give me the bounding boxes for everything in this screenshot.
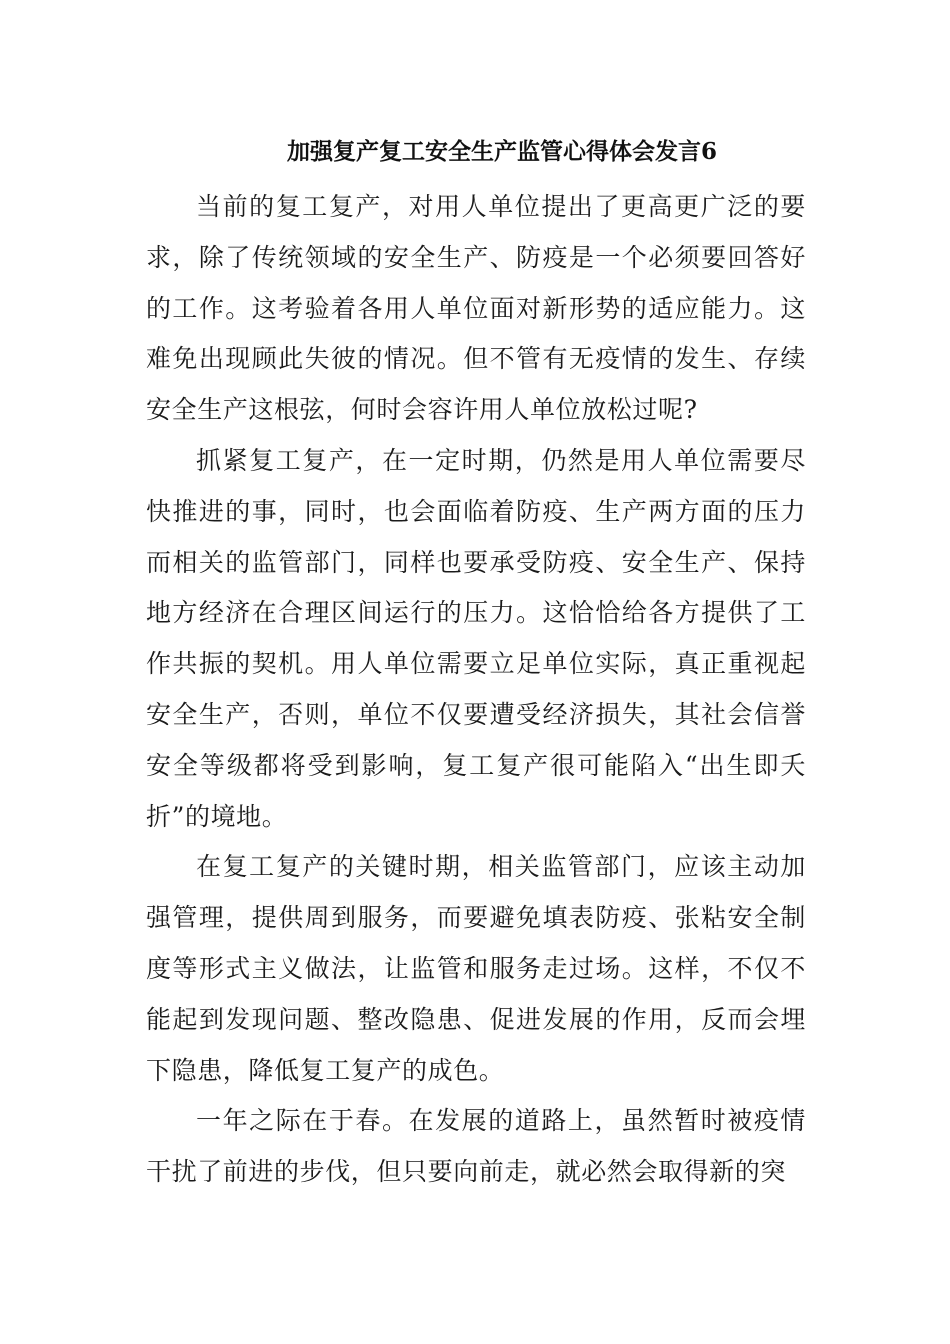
document-body	[146, 182, 806, 1198]
paragraph-1: 当前的复工复产，对用人单位提出了更高更广泛的要求，除了传统领域的安全生产、防疫是一个必须要回答好的工作。这考验着各用人单位面对新形势的适应能力。这难免出现顾此失彼的情况。但不管有无疫情的发生、存续安全生产这根弦，何时会容许用人单位放松过呢?	[146, 192, 806, 425]
paragraph-3: 在复工复产的关键时期，相关监管部门，应该主动加强管理，提供周到服务，而要避免填表防疫、张粘安全制度等形式主义做法，让监管和服务走过场。这样，不仅不能起到发现问题、整改隐患、促进发展的作用，反而会埋下隐患，降低复工复产的成色。	[146, 852, 806, 1085]
paragraph-2: 抓紧复工复产，在一定时期，仍然是用人单位需要尽快推进的事，同时，也会面临着防疫、生产两方面的压力而相关的监管部门，同样也要承受防疫、安全生产、保持地方经济在合理区间运行的压力。这恰恰给各方提供了工作共振的契机。用人单位需要立足单位实际，真正重视起安全生产，否则，单位不仅要遭受经济损失，其社会信誉安全等级都将受到影响，复工复产很可能陷入“出生即夭折”的境地。	[146, 445, 806, 831]
document-title: 加强复产复工安全生产监管心得体会发言6	[286, 138, 717, 165]
paragraph-4: 一年之际在于春。在发展的道路上，虽然暂时被疫情干扰了前进的步伐，但只要向前走，就必然会取得新的突	[146, 1106, 806, 1187]
